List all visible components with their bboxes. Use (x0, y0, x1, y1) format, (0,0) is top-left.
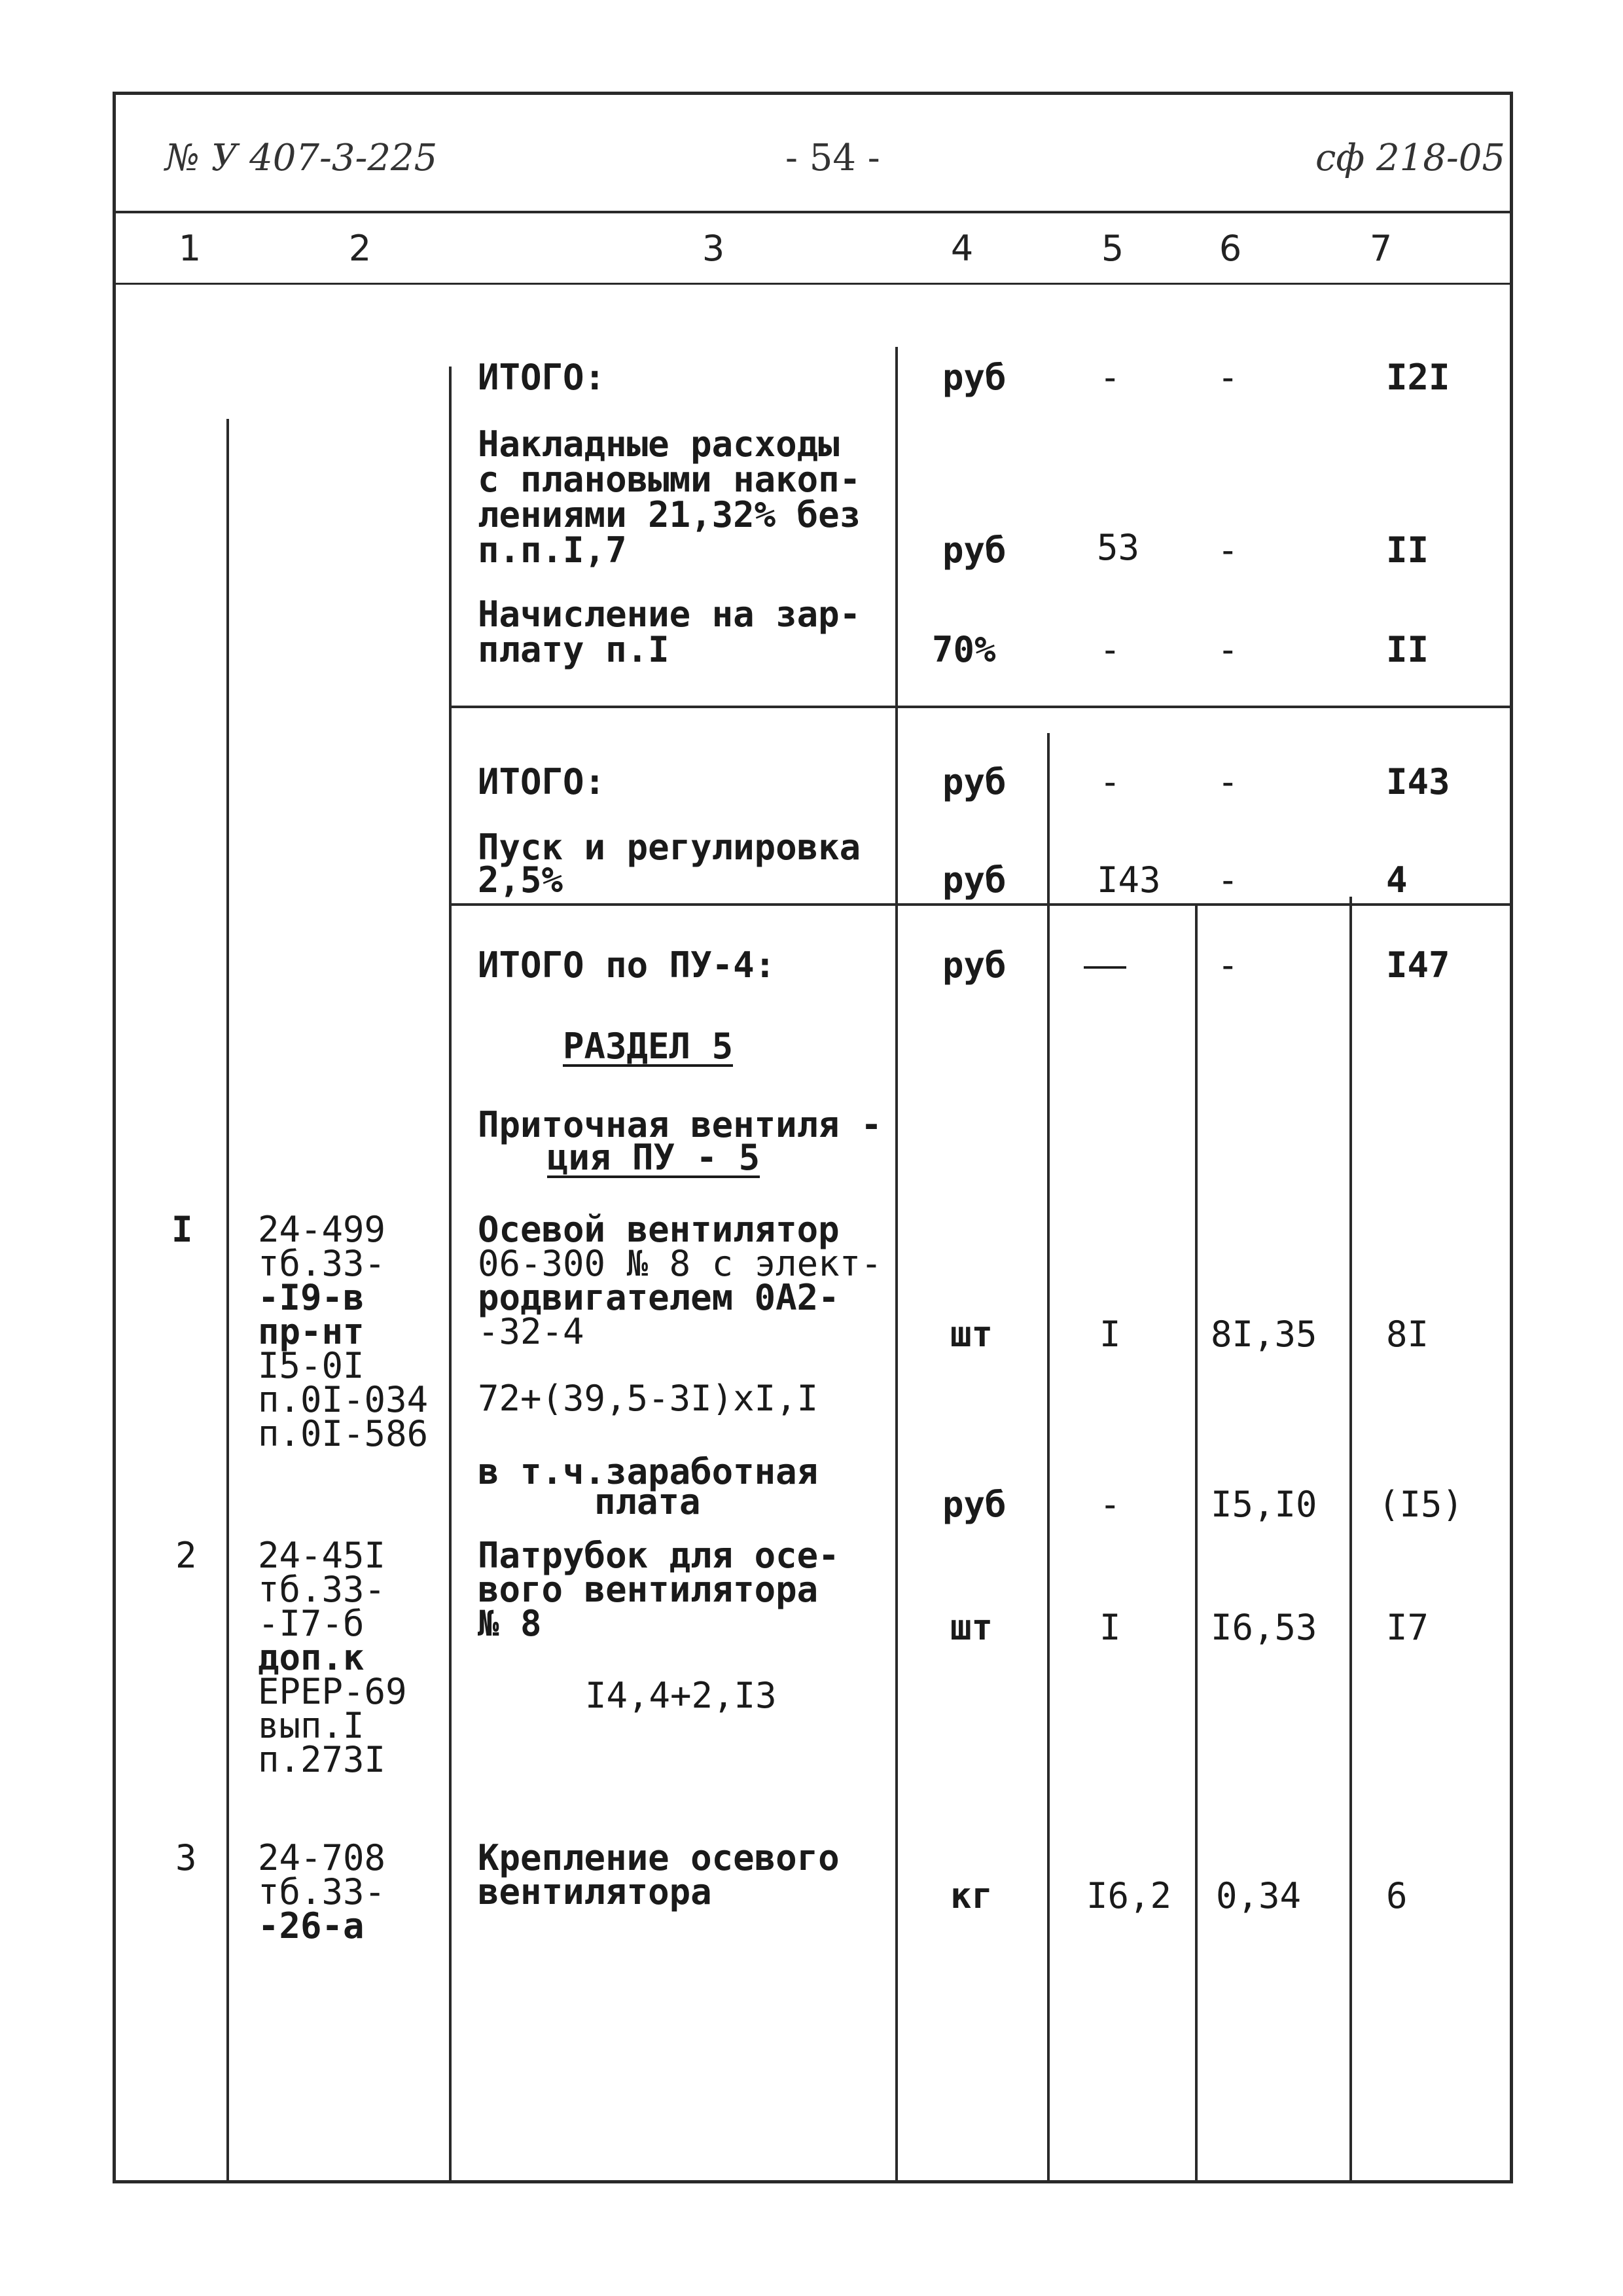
item-3-code-line-2: тб.33- (258, 1871, 386, 1912)
col-header-2: 2 (348, 228, 372, 269)
item-1-sub-price: I5,I0 (1211, 1484, 1317, 1525)
row-0-price: - (1217, 357, 1239, 398)
item-1-price: 8I,35 (1211, 1314, 1317, 1355)
item-1-sub-name-line-1: в т.ч.заработная (478, 1451, 819, 1492)
header-rule (113, 211, 1513, 213)
item-2-code-line-1: 24-45I (258, 1535, 386, 1576)
row-1-total: II (1386, 529, 1429, 571)
row-2-qty: - (1099, 629, 1121, 670)
section-subtitle-line-2: ция ПУ - 5 (547, 1137, 760, 1178)
item-1-unit: шт (950, 1314, 993, 1355)
item-1-code-line-7: п.0I-586 (258, 1413, 429, 1454)
item-1-code-line-1: 24-499 (258, 1209, 386, 1250)
row-3-qty: - (1099, 761, 1121, 802)
item-2-code-line-2: тб.33- (258, 1569, 386, 1610)
item-1-qty: I (1099, 1314, 1121, 1355)
col-rule-4 (1047, 733, 1050, 2183)
row-0-name: ИТОГО: (478, 357, 606, 398)
section-title: РАЗДЕЛ 5 (563, 1026, 734, 1067)
row-1-price: - (1217, 529, 1239, 571)
item-3-unit: кг (950, 1875, 993, 1916)
doc-code: № У 407-3-225 (165, 137, 438, 179)
row-4-qty: I43 (1097, 859, 1161, 901)
sheet-code: сф 218-05 (1315, 137, 1506, 179)
item-3-code-line-1: 24-708 (258, 1837, 386, 1878)
row-2-unit: 70% (932, 629, 996, 670)
row-0-qty: - (1099, 357, 1121, 398)
row-3-price: - (1217, 761, 1239, 802)
row-2-total: II (1386, 629, 1429, 670)
item-1-sub-qty: - (1099, 1484, 1121, 1525)
col-header-4: 4 (950, 228, 974, 269)
item-1-sub-unit: руб (942, 1484, 1007, 1525)
row-3-name: ИТОГО: (478, 761, 606, 802)
col-rule-2 (449, 367, 452, 2183)
item-2-code-line-3: -I7-б (258, 1603, 365, 1644)
item-2-total: I7 (1386, 1607, 1429, 1648)
row-0-unit: руб (942, 357, 1007, 398)
row-5-price: - (1217, 944, 1239, 986)
col-rule-3 (895, 347, 898, 2183)
col-header-6: 6 (1219, 228, 1242, 269)
row-1-name-line-4: п.п.I,7 (478, 529, 627, 571)
row-4-unit: руб (942, 859, 1007, 901)
item-3-qty: I6,2 (1086, 1875, 1172, 1916)
item-2-name-line-3: № 8 (478, 1603, 542, 1644)
row-5-total: I47 (1386, 944, 1450, 986)
item-2-name-line-1: Патрубок для осе- (478, 1535, 840, 1576)
item-1-number: I (171, 1209, 193, 1250)
item-1-code-line-5: I5-0I (258, 1345, 365, 1386)
item-2-formula: I4,4+2,I3 (585, 1675, 777, 1716)
col-rule-6 (1349, 897, 1352, 2183)
row-1-name-line-3: лениями 21,32% без (478, 494, 861, 535)
item-1-name-line-2: 06-300 № 8 с элект- (478, 1243, 882, 1284)
item-1-code-line-3: -I9-в (258, 1277, 365, 1318)
col-rule-5 (1195, 903, 1198, 2183)
item-1-name-line-4: -32-4 (478, 1311, 584, 1352)
row-1-unit: руб (942, 529, 1007, 571)
col-header-5: 5 (1101, 228, 1124, 269)
item-2-code-line-6: вып.I (258, 1705, 365, 1746)
col-header-3: 3 (702, 228, 725, 269)
item-2-code-line-5: ЕРЕР-69 (258, 1671, 407, 1712)
row-1-qty: 53 (1097, 527, 1140, 568)
item-1-sub-name-line-2: плата (594, 1481, 701, 1522)
row-2-name-line-1: Начисление на зар- (478, 594, 861, 635)
row-2-name-line-2: плату п.I (478, 629, 669, 670)
row-5-unit: руб (942, 944, 1007, 986)
item-3-number: 3 (175, 1837, 197, 1878)
item-2-unit: шт (950, 1607, 993, 1648)
page-number: - 54 - (785, 137, 880, 179)
item-1-formula: 72+(39,5-3I)xI,I (478, 1378, 819, 1419)
section-subtitle-line-1: Приточная вентиля - (478, 1104, 882, 1145)
col-header-1: 1 (178, 228, 202, 269)
row-1-name-line-1: Накладные расходы (478, 423, 840, 465)
row-4-name-line-1: Пуск и регулировка (478, 827, 861, 868)
item-1-code-line-4: пр-нт (258, 1311, 365, 1352)
item-2-qty: I (1099, 1607, 1121, 1648)
item-2-code-line-4: доп.к (258, 1637, 365, 1678)
row-3-total: I43 (1386, 761, 1450, 802)
row-4-total: 4 (1386, 859, 1408, 901)
item-3-name-line-1: Крепление осевого (478, 1837, 840, 1878)
item-3-name-line-2: вентилятора (478, 1871, 712, 1912)
item-1-code-line-6: п.0I-034 (258, 1379, 429, 1420)
column-header-rule (113, 283, 1513, 285)
item-2-name-line-2: вого вентилятора (478, 1569, 819, 1610)
row-2-price: - (1217, 629, 1239, 670)
item-1-name-line-3: родвигателем 0А2- (478, 1277, 840, 1318)
row-0-total: I2I (1386, 357, 1450, 398)
subtotal-rule-2 (449, 903, 1513, 906)
row-5-qty: —— (1084, 944, 1127, 986)
col-rule-1 (226, 419, 229, 2183)
item-1-total: 8I (1386, 1314, 1429, 1355)
item-3-price: 0,34 (1216, 1875, 1302, 1916)
item-1-name-line-1: Осевой вентилятор (478, 1209, 840, 1250)
item-3-total: 6 (1386, 1875, 1408, 1916)
col-header-7: 7 (1369, 228, 1393, 269)
item-2-number: 2 (175, 1535, 197, 1576)
row-4-price: - (1217, 859, 1239, 901)
subtotal-rule-1 (449, 706, 1513, 708)
item-2-price: I6,53 (1211, 1607, 1317, 1648)
item-3-code-line-3: -26-а (258, 1905, 365, 1946)
row-3-unit: руб (942, 761, 1007, 802)
row-4-name-line-2: 2,5% (478, 859, 563, 901)
item-2-code-line-7: п.273I (258, 1739, 386, 1780)
row-5-name: ИТОГО по ПУ-4: (478, 944, 776, 986)
item-1-sub-total: (I5) (1378, 1484, 1464, 1525)
row-1-name-line-2: с плановыми накоп- (478, 459, 861, 500)
item-1-code-line-2: тб.33- (258, 1243, 386, 1284)
